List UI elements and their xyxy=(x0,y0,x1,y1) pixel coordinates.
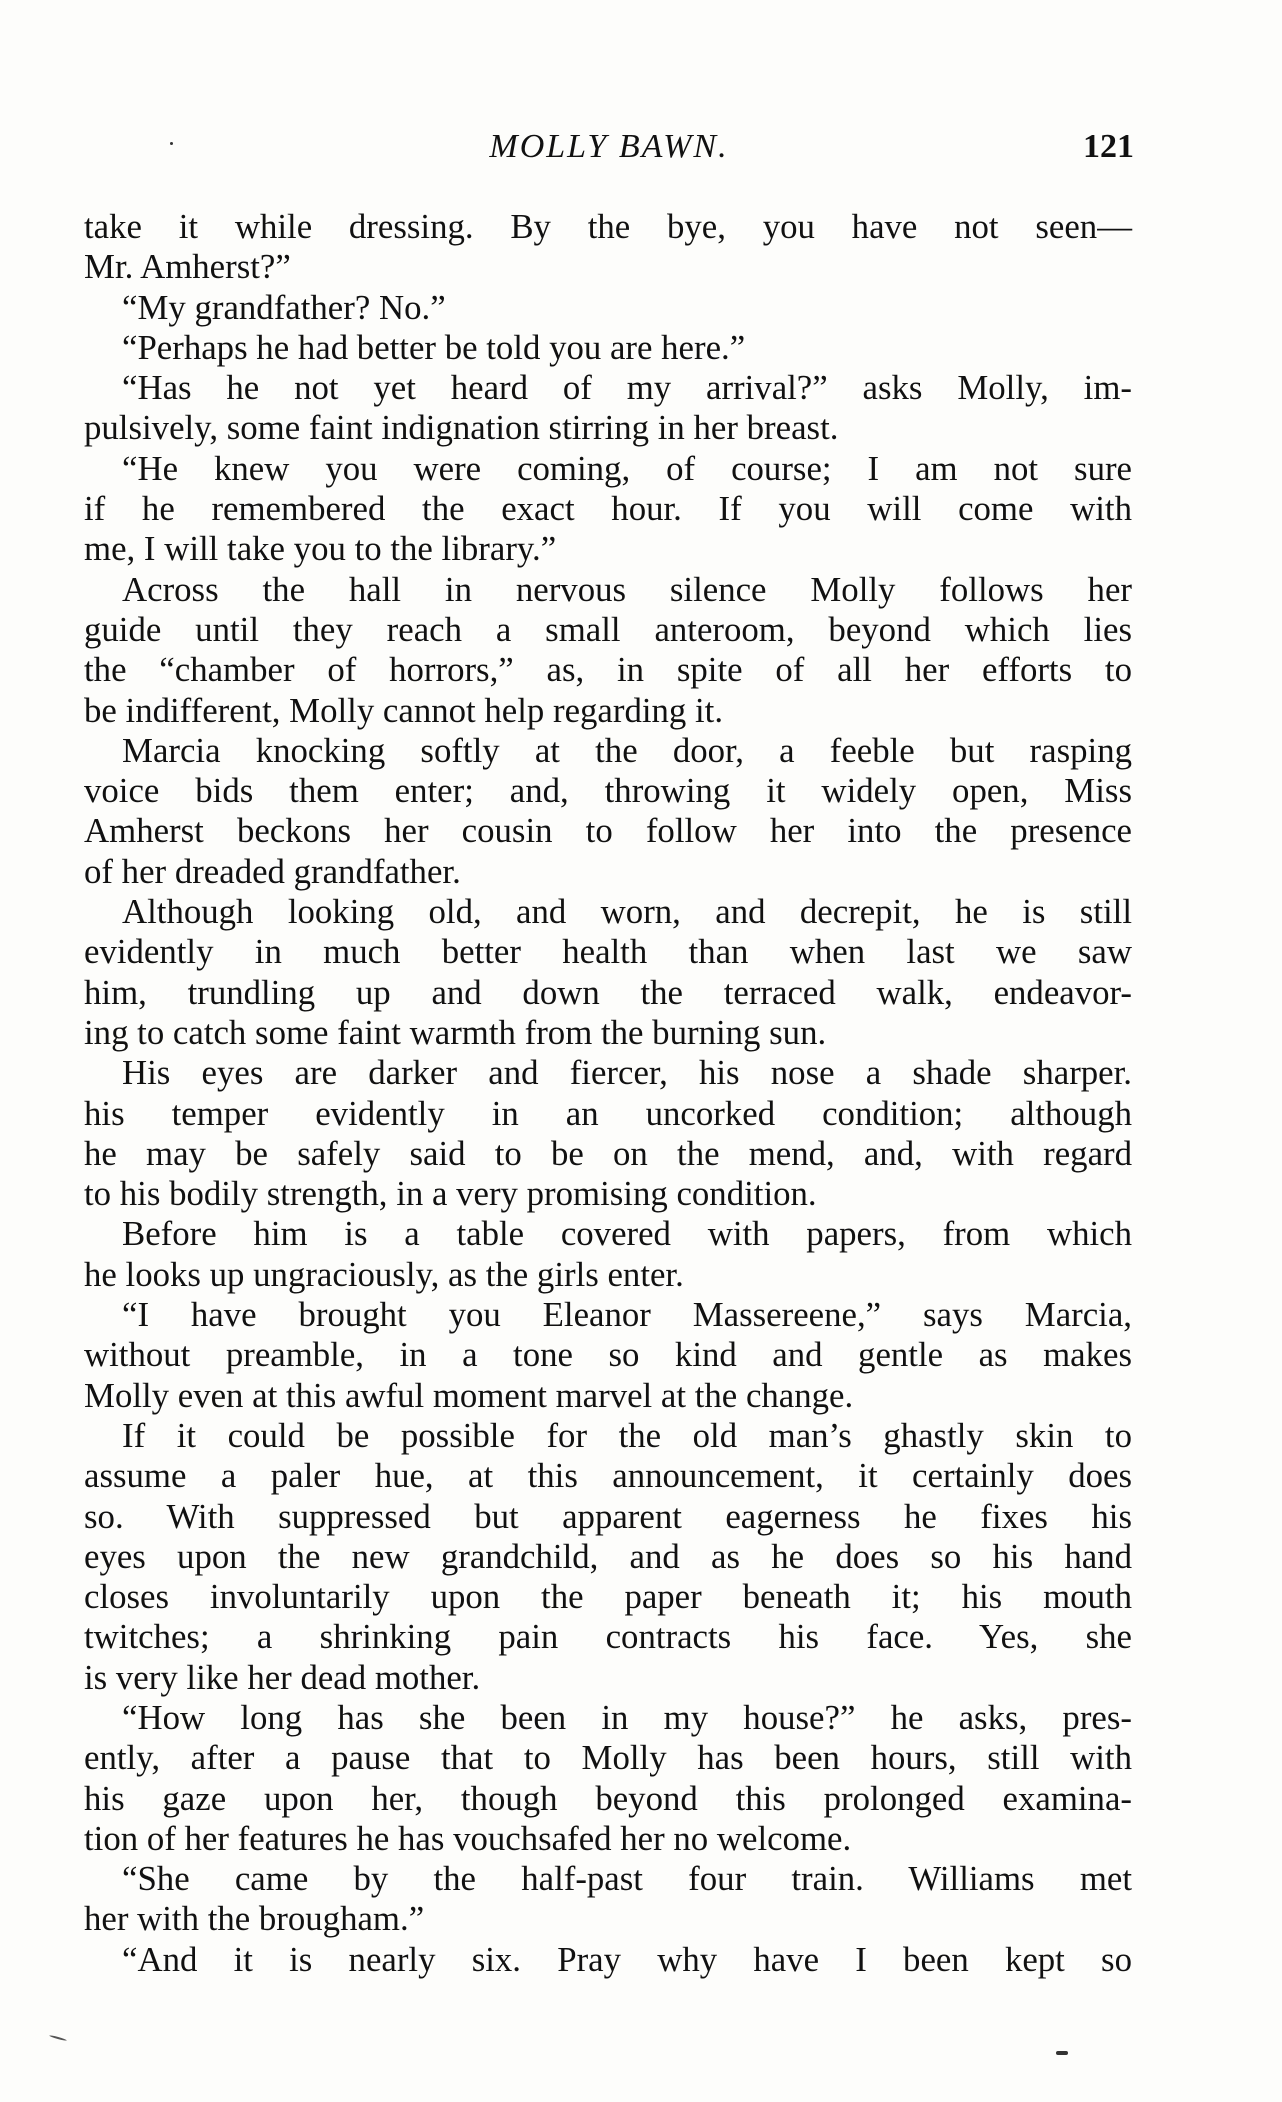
text-line: ing to catch some faint warmth from the burning sun. xyxy=(84,1012,827,1052)
text-line: his gaze upon her, though beyond this prolonged examina- xyxy=(84,1778,1132,1818)
text-line: Molly even at this awful moment marvel at the change. xyxy=(84,1375,854,1415)
text-line: his temper evidently in an uncorked condition; although xyxy=(84,1093,1132,1133)
text-line: guide until they reach a small anteroom, beyond which lies xyxy=(84,609,1132,649)
text-line: be indifferent, Molly cannot help regarding it. xyxy=(84,690,724,730)
text-line: Amherst beckons her cousin to follow her into the presence xyxy=(84,811,1132,851)
text-line: “Has he not yet heard of my arrival?” asks Molly, im- xyxy=(122,368,1132,408)
running-title: MOLLY BAWN. xyxy=(489,128,729,165)
text-line: Before him is a table covered with papers, from which xyxy=(122,1214,1132,1254)
text-line: “He knew you were coming, of course; I am not sure xyxy=(122,448,1132,488)
text-line: eyes upon the new grandchild, and as he does so his hand xyxy=(84,1536,1132,1576)
text-line: her with the brougham.” xyxy=(84,1899,425,1939)
text-line: ently, after a pause that to Molly has been hours, still with xyxy=(84,1738,1132,1778)
text-line: Although looking old, and worn, and decrepit, he is still xyxy=(122,892,1132,932)
text-line: of her dreaded grandfather. xyxy=(84,851,461,891)
text-line: “My grandfather? No.” xyxy=(122,287,446,327)
text-line: evidently in much better health than when last we saw xyxy=(84,932,1132,972)
text-line: His eyes are darker and fiercer, his nose a shade sharper. xyxy=(122,1053,1132,1093)
text-line: he may be safely said to be on the mend, and, with regard xyxy=(84,1133,1132,1173)
text-line: the “chamber of horrors,” as, in spite of all her efforts to xyxy=(84,650,1132,690)
text-line: Across the hall in nervous silence Molly follows her xyxy=(122,569,1132,609)
text-line: so. With suppressed but apparent eagerness he fixes his xyxy=(84,1496,1132,1536)
text-line: closes involuntarily upon the paper beneath it; his mouth xyxy=(84,1577,1132,1617)
text-line: voice bids them enter; and, throwing it widely open, Miss xyxy=(84,771,1132,811)
print-speck xyxy=(1056,2051,1068,2055)
text-line: take it while dressing. By the bye, you have not seen— xyxy=(84,207,1132,246)
text-line: If it could be possible for the old man’s ghastly skin to xyxy=(122,1415,1132,1455)
text-line: “She came by the half-past four train. Williams met xyxy=(122,1859,1132,1899)
text-line: without preamble, in a tone so kind and gentle as makes xyxy=(84,1335,1132,1375)
text-line: me, I will take you to the library.” xyxy=(84,529,557,569)
text-line: he looks up ungraciously, as the girls enter. xyxy=(84,1254,684,1294)
text-line: assume a paler hue, at this announcement, it certainly does xyxy=(84,1456,1132,1496)
text-line: pulsively, some faint indignation stirring in her breast. xyxy=(84,408,839,448)
text-line: Mr. Amherst?” xyxy=(84,247,291,287)
running-head xyxy=(84,128,1134,178)
text-line: “Perhaps he had better be told you are here.” xyxy=(122,327,746,367)
text-line: “How long has she been in my house?” he asks, pres- xyxy=(122,1697,1132,1737)
text-line: is very like her dead mother. xyxy=(84,1657,481,1697)
text-line: tion of her features he has vouchsafed her no welcome. xyxy=(84,1818,852,1858)
print-speck xyxy=(49,2035,67,2042)
text-line: him, trundling up and down the terraced walk, endeavor- xyxy=(84,972,1132,1012)
text-line: “And it is nearly six. Pray why have I been kept so xyxy=(122,1939,1132,1979)
body-text xyxy=(84,207,1132,1980)
page-number: 121 xyxy=(1083,128,1134,165)
text-line: to his bodily strength, in a very promising condition. xyxy=(84,1174,817,1214)
text-line: Marcia knocking softly at the door, a feeble but rasping xyxy=(122,730,1132,770)
text-line: if he remembered the exact hour. If you will come with xyxy=(84,489,1132,529)
text-line: twitches; a shrinking pain contracts his face. Yes, she xyxy=(84,1617,1132,1657)
text-line: “I have brought you Eleanor Massereene,” says Marcia, xyxy=(122,1295,1132,1335)
